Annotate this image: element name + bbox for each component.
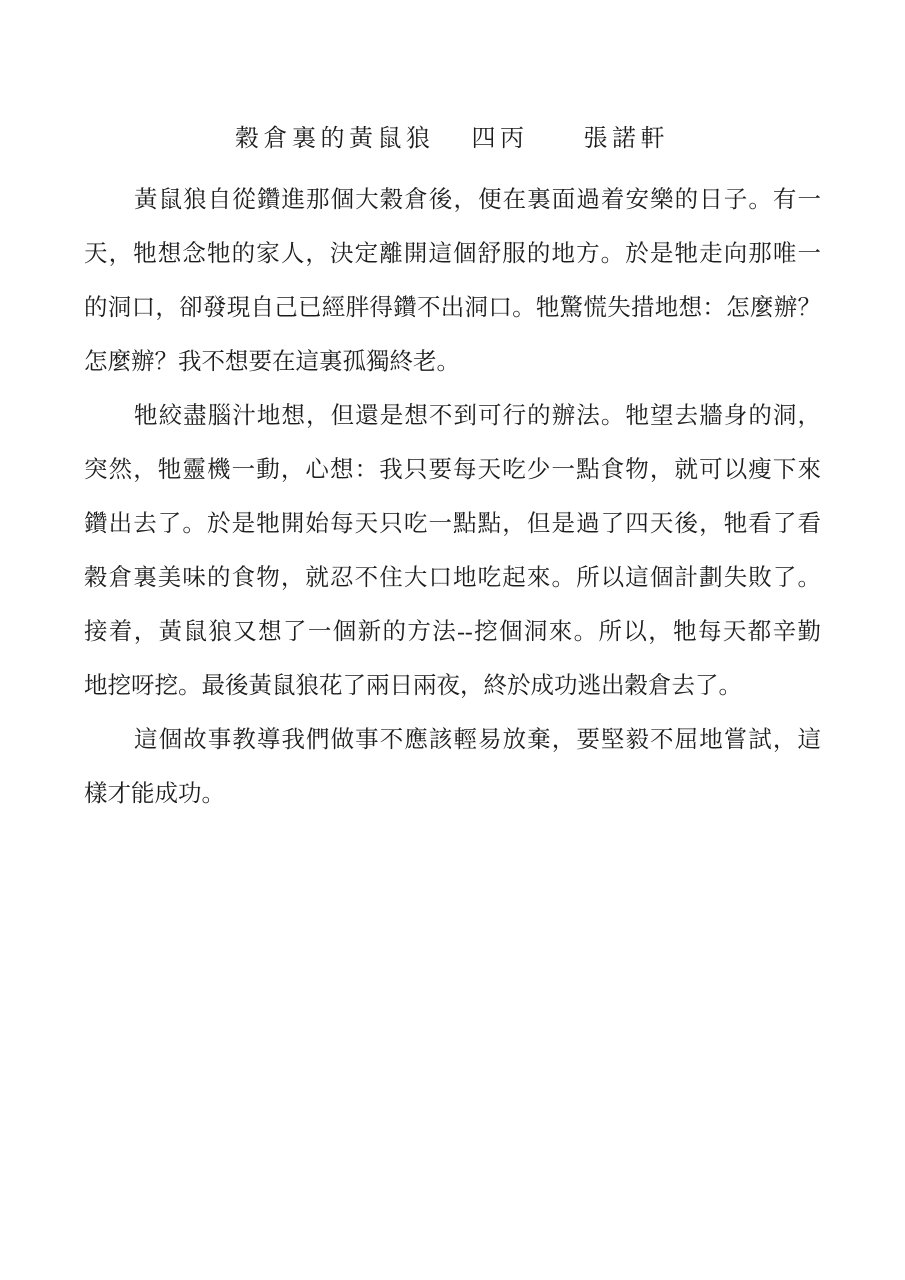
text-line: 牠絞盡腦汁地想，但還是想不到可行的辦法。牠望去牆身的洞，	[134, 403, 821, 429]
author-name: 張諾軒	[583, 126, 669, 152]
text-line: 黃鼠狼自從鑽進那個大穀倉後，便在裏面過着安樂的日子。有一	[134, 187, 821, 213]
essay-body	[84, 173, 821, 821]
text-line: 這個故事教導我們做事不應該輕易放棄，要堅毅不屈地嘗試，這	[134, 727, 821, 753]
text-line: 接着，黃鼠狼又想了一個新的方法--挖個洞來。所以，牠每天都辛勤	[84, 619, 821, 645]
text-line: 地挖呀挖。最後黃鼠狼花了兩日兩夜，終於成功逃出穀倉去了。	[84, 673, 742, 699]
text-line: 鑽出去了。於是牠開始每天只吃一點點，但是過了四天後，牠看了看	[84, 511, 821, 537]
text-line: 穀倉裏美味的食物，就忍不住大口地吃起來。所以這個計劃失敗了。	[84, 565, 821, 591]
essay-title: 穀倉裏的黃鼠狼	[235, 126, 435, 152]
class-name: 四丙	[471, 126, 529, 152]
text-line: 天，牠想念牠的家人，決定離開這個舒服的地方。於是牠走向那唯一	[84, 241, 821, 267]
text-line: 樣才能成功。	[84, 781, 225, 807]
text-line: 突然，牠靈機一動，心想：我只要每天吃少一點食物，就可以瘦下來	[84, 457, 821, 483]
text-line: 的洞口，卻發現自己已經胖得鑽不出洞口。牠驚慌失措地想：怎麼辦？	[84, 295, 821, 321]
text-line: 怎麼辦？我不想要在這裏孤獨終老。	[84, 349, 460, 375]
essay-header	[84, 119, 821, 159]
